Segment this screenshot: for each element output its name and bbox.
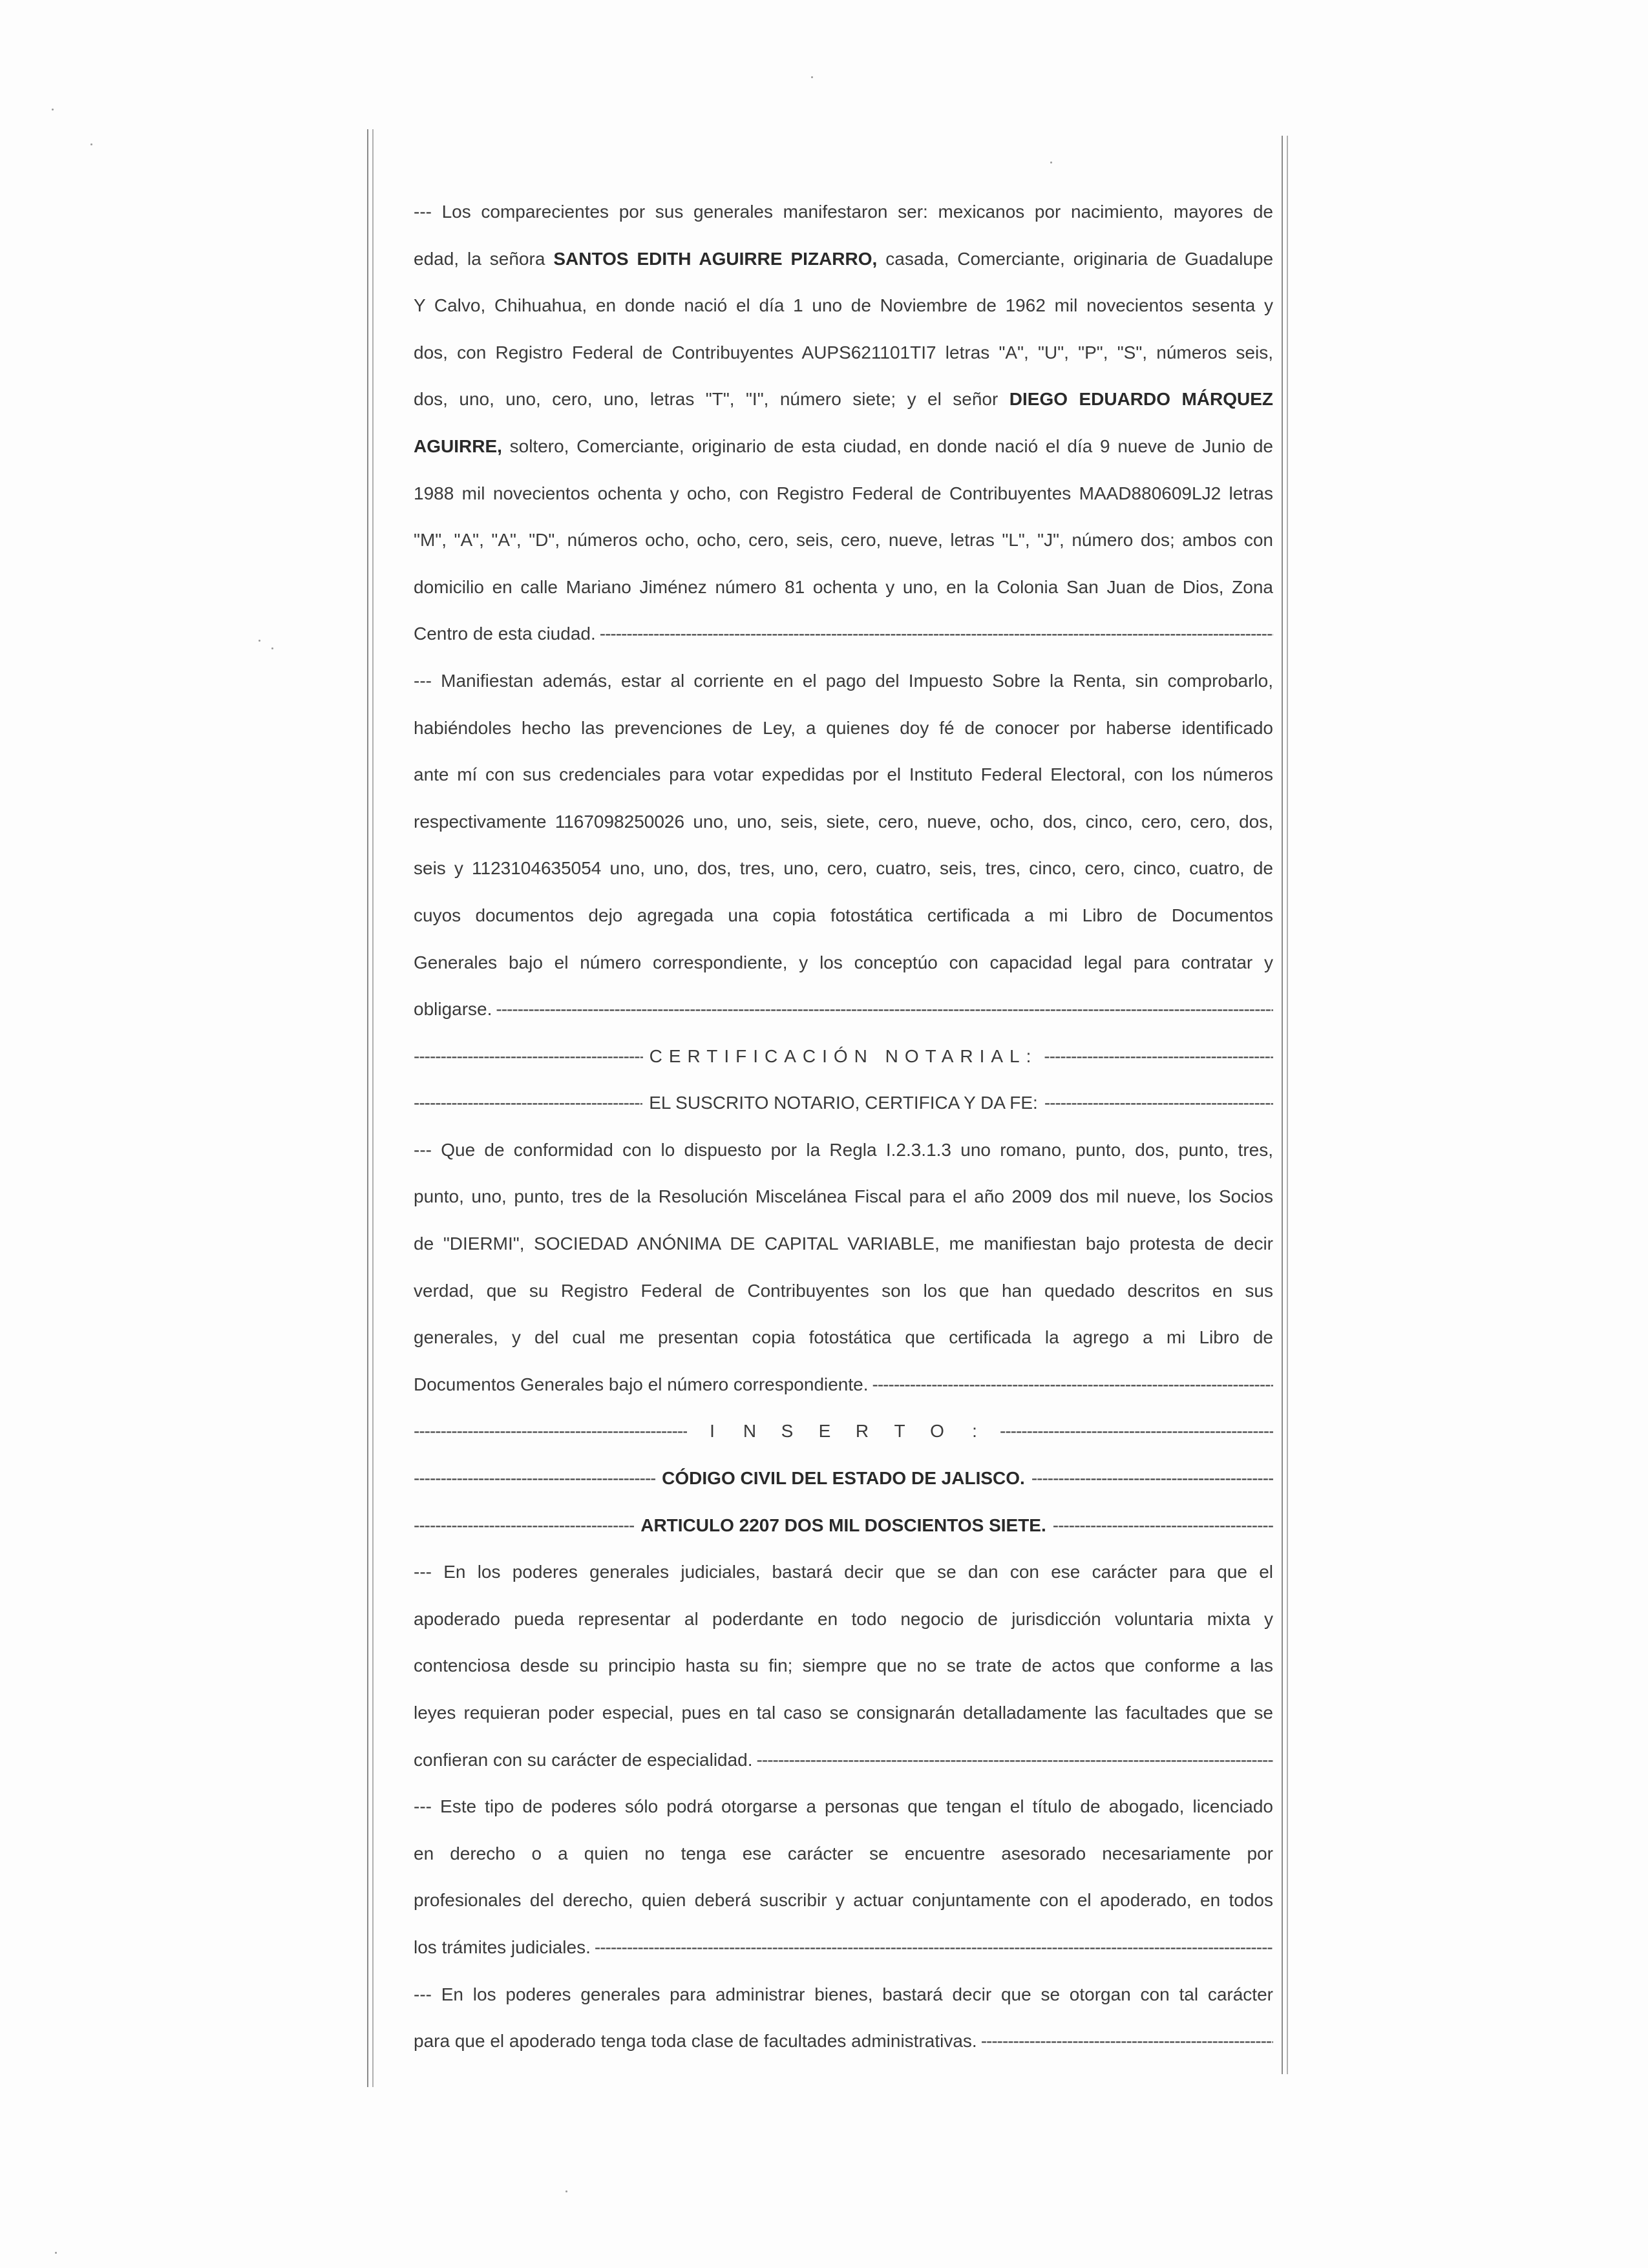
dash-filler [981, 2018, 1273, 2065]
line-text: apoderado pueda representar al poderdante en todo negocio de jurisdicción voluntaria mixta y [414, 1608, 1273, 1629]
document-line [414, 751, 1273, 799]
document-line [414, 1596, 1273, 1643]
document-line [414, 189, 1273, 236]
dash-filler [496, 986, 1273, 1033]
line-text: --- Que de conformidad con lo dispuesto por la Regla I.2.3.1.3 uno romano, punto, dos, punto, tres, [414, 1139, 1273, 1160]
document-line [414, 658, 1273, 705]
document-line [414, 282, 1273, 330]
line-text: en derecho o a quien no tenga ese carácter se encuentre asesorado necesariamente por [414, 1843, 1273, 1864]
dash-filler [1000, 1408, 1273, 1455]
line-text: cuyos documentos dejo agregada una copia fotostática certificada a mi Libro de Documentos [414, 905, 1273, 925]
left-margin-rule [367, 129, 368, 2087]
document-line [414, 236, 1273, 283]
document-line [414, 1408, 1273, 1455]
dash-filler [414, 1033, 643, 1080]
line-text: "M", "A", "A", "D", números ocho, ocho, cero, seis, cero, nueve, letras "L", "J", número dos; ambos con [414, 530, 1273, 551]
line-text: --- Los comparecientes por sus generales manifestaron ser: mexicanos por nacimiento, mayores de [414, 202, 1273, 222]
line-text: leyes requieran poder especial, pues en tal caso se consignarán detalladamente las facultades que se [414, 1703, 1273, 1723]
document-line [414, 1690, 1273, 1737]
left-margin-rule-inner [372, 129, 374, 2087]
document-line [414, 517, 1273, 564]
document-line [414, 1831, 1273, 1878]
document-line [414, 1643, 1273, 1690]
document-line [414, 845, 1273, 892]
dash-filler [414, 1080, 642, 1127]
document-line [414, 423, 1273, 470]
scan-speck [811, 76, 813, 78]
document-line [414, 1221, 1273, 1268]
document-line [414, 1080, 1273, 1127]
line-text: contenciosa desde su principio hasta su fin; siempre que no se trate de actos que conforme a las [414, 1655, 1273, 1676]
scan-speck [565, 2190, 567, 2192]
line-text: obligarse. [414, 999, 492, 1020]
document-line [414, 1455, 1273, 1502]
document-line [414, 376, 1273, 423]
section-heading: I N S E R T O : [710, 1421, 977, 1442]
document-line [414, 986, 1273, 1033]
document-line [414, 470, 1273, 518]
line-text: soltero, Comerciante, originario de esta ciudad, en donde nació el día 9 nueve de Junio de [502, 436, 1273, 456]
section-heading: ARTICULO 2207 DOS MIL DOSCIENTOS SIETE. [640, 1515, 1046, 1535]
scan-speck [259, 640, 260, 642]
line-text: --- En los poderes generales judiciales, bastará decir que se dan con ese carácter para que el [414, 1562, 1273, 1582]
scan-speck [271, 647, 273, 649]
line-text: generales, y del cual me presentan copia fotostática que certificada la agrego a mi Libro de [414, 1327, 1273, 1348]
dash-filler [1044, 1080, 1273, 1127]
dash-filler [1031, 1455, 1273, 1502]
line-text: para que el apoderado tenga toda clase de facultades administrativas. [414, 2031, 977, 2052]
line-text: verdad, que su Registro Federal de Contribuyentes son los que han quedado descritos en sus [414, 1280, 1273, 1301]
document-line [414, 1971, 1273, 2019]
line-text: habiéndoles hecho las prevenciones de Ley, a quienes doy fé de conocer por haberse identificado [414, 717, 1273, 738]
document-line [414, 1549, 1273, 1596]
document-line [414, 892, 1273, 940]
dash-filler [414, 1502, 634, 1549]
line-text: domicilio en calle Mariano Jiménez número 81 ochenta y uno, en la Colonia San Juan de Dios, Zona [414, 576, 1273, 597]
line-text: casada, Comerciante, originaria de Guadalupe [877, 248, 1273, 269]
section-heading: EL SUSCRITO NOTARIO, CERTIFICA Y DA FE: [649, 1093, 1038, 1113]
document-line [414, 330, 1273, 377]
right-margin-rule [1282, 136, 1283, 2074]
document-line [414, 1924, 1273, 1971]
document-line [414, 1268, 1273, 1315]
bold-text: AGUIRRE, [414, 436, 502, 456]
bold-text: DIEGO EDUARDO MÁRQUEZ [1009, 389, 1273, 410]
dash-filler [414, 1408, 687, 1455]
document-line [414, 611, 1273, 658]
line-text: de "DIERMI", SOCIEDAD ANÓNIMA DE CAPITAL VARIABLE, me manifiestan bajo protesta de decir [414, 1234, 1273, 1254]
line-text: punto, uno, punto, tres de la Resolución Miscelánea Fiscal para el año 2009 dos mil nueve, los Socios [414, 1186, 1273, 1207]
dash-filler [1053, 1502, 1273, 1549]
line-text: Y Calvo, Chihuahua, en donde nació el día 1 uno de Noviembre de 1962 mil novecientos sesenta y [414, 295, 1273, 316]
document-line [414, 1033, 1273, 1080]
line-text: los trámites judiciales. [414, 1937, 591, 1957]
dash-filler [757, 1737, 1273, 1784]
line-text: Generales bajo el número correspondiente, y los conceptúo con capacidad legal para contratar y [414, 952, 1273, 972]
dash-filler [414, 1455, 655, 1502]
document-line [414, 940, 1273, 987]
document-line [414, 705, 1273, 752]
line-text: seis y 1123104635054 uno, uno, dos, tres, uno, cero, cuatro, seis, tres, cinco, cero, cinco, cuatro, de [414, 858, 1273, 879]
document-line [414, 1502, 1273, 1549]
line-text: --- En los poderes generales para administrar bienes, bastará decir que se otorgan con tal carácter [414, 1984, 1273, 2004]
line-text: dos, uno, uno, cero, uno, letras "T", "I", número siete; y el señor [414, 389, 1009, 410]
line-text: Centro de esta ciudad. [414, 624, 596, 644]
document-line [414, 1877, 1273, 1924]
document-line [414, 1127, 1273, 1174]
dash-filler [1044, 1033, 1273, 1080]
document-line [414, 1783, 1273, 1831]
line-text: Documentos Generales bajo el número correspondiente. [414, 1374, 869, 1394]
line-text: dos, con Registro Federal de Contribuyentes AUPS621101TI7 letras "A", "U", "P", "S", números seis, [414, 342, 1273, 362]
right-margin-rule-inner [1287, 136, 1288, 2074]
dash-filler [600, 611, 1273, 658]
scan-speck [55, 2252, 57, 2254]
section-heading: CERTIFICACIÓN NOTARIAL: [649, 1045, 1038, 1066]
document-line [414, 1361, 1273, 1409]
dash-filler [595, 1924, 1273, 1971]
document-body [414, 189, 1273, 2065]
document-line [414, 564, 1273, 611]
section-heading: CÓDIGO CIVIL DEL ESTADO DE JALISCO. [662, 1468, 1025, 1489]
line-text: --- Manifiestan además, estar al corriente en el pago del Impuesto Sobre la Renta, sin comprobarlo, [414, 670, 1273, 691]
document-line [414, 1314, 1273, 1361]
line-text: confieran con su carácter de especialidad. [414, 1749, 753, 1770]
document-line [414, 2018, 1273, 2065]
bold-text: SANTOS EDITH AGUIRRE PIZARRO, [553, 248, 878, 269]
line-text: respectivamente 1167098250026 uno, uno, seis, siete, cero, nueve, ocho, dos, cinco, cero, cero, dos, [414, 811, 1273, 832]
document-line [414, 1173, 1273, 1221]
line-text: 1988 mil novecientos ochenta y ocho, con Registro Federal de Contribuyentes MAAD880609LJ2 letras [414, 483, 1273, 503]
scan-speck [1050, 162, 1052, 163]
line-text: ante mí con sus credenciales para votar expedidas por el Instituto Federal Electoral, con los números [414, 764, 1273, 785]
document-line [414, 799, 1273, 846]
line-text: --- Este tipo de poderes sólo podrá otorgarse a personas que tengan el título de abogado, licenciado [414, 1796, 1273, 1817]
line-text: profesionales del derecho, quien deberá suscribir y actuar conjuntamente con el apoderado, en todos [414, 1890, 1273, 1911]
scan-speck [52, 109, 54, 110]
dash-filler [872, 1361, 1273, 1409]
document-line [414, 1737, 1273, 1784]
line-text: edad, la señora [414, 248, 554, 269]
scan-speck [90, 143, 92, 145]
